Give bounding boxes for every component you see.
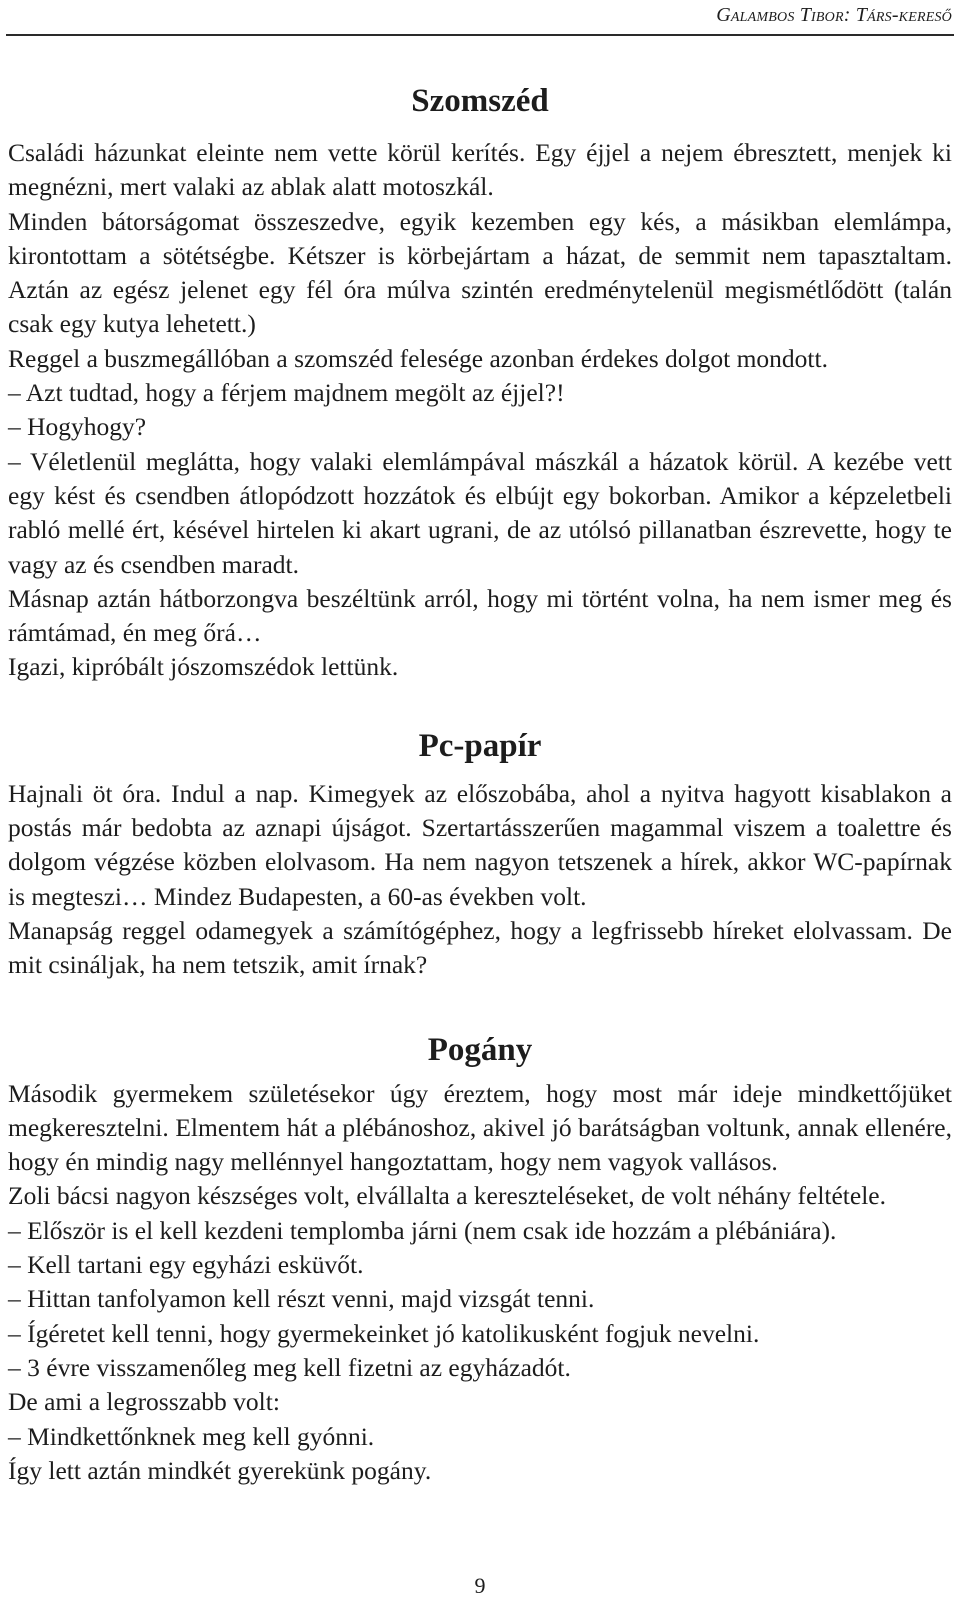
paragraph: Igazi, kipróbált jószomszédok lettünk. — [8, 652, 399, 682]
section-title: Pogány — [427, 1031, 533, 1068]
header-rule — [6, 34, 954, 36]
paragraph: Reggel a buszmegállóban a szomszéd felesége azonban érdekes dolgot mondott. — [8, 343, 828, 373]
page-number: 9 — [474, 1573, 486, 1598]
list-item: – Először is el kell kezdeni templomba járni (nem csak ide hozzám a plébániára). — [8, 1215, 837, 1245]
paragraph: Így lett aztán mindkét gyerekünk pogány. — [8, 1455, 432, 1485]
paragraph: Másnap aztán hátborzongva beszéltünk arról, hogy mi történt volna, ha nem ismer meg és rámtámad, én meg őrá… — [8, 583, 952, 648]
page-body — [8, 78, 952, 1488]
list-item: – Mindkettőnknek meg kell gyónni. — [8, 1421, 375, 1451]
paragraph: Minden bátorságomat összeszedve, egyik kezemben egy kés, a másikban elemlámpa, kirontottam a sötétségbe. Kétszer is körbejártam a házat, de semmit nem tapasztaltam. Aztán az egész jelenet egy fél óra múlva szintén eredménytelenül megismétlődött (talán csak egy kutya lehetett.) — [8, 206, 952, 339]
paragraph: Második gyermekem születésekor úgy éreztem, hogy most már ideje mindkettőjüket megkeresztelni. Elmentem hát a plébánoshoz, akivel jó barátságban voltunk, annak ellenére, hogy én mindig nagy mellénnyel hangoztattam, hogy nem vagyok vallásos. — [8, 1078, 952, 1177]
paragraph: De ami a legrosszabb volt: — [8, 1387, 280, 1417]
paragraph: Zoli bácsi nagyon készséges volt, elvállalta a kereszteléseket, de volt néhány feltétele. — [8, 1181, 886, 1211]
dialogue-line: – Véletlenül meglátta, hogy valaki elemlámpával mászkál a házatok körül. A kezébe vett egy kést és csendben átlopódzott hozzátok és elbújt egy bokorban. Amikor a képzeletbeli rabló mellé ért, késével hirtelen ki akart ugrani, de az utólsó pillanatban észrevette, hogy te vagy az és csendben maradt. — [8, 446, 952, 579]
section-title: Szomszéd — [411, 83, 549, 119]
list-item: – 3 évre visszamenőleg meg kell fizetni az egyházadót. — [8, 1352, 571, 1382]
paragraph: Manapság reggel odamegyek a számítógéphez, hogy a legfrissebb híreket elolvassam. De mit csináljak, ha nem tetszik, amit írnak? — [8, 915, 952, 980]
section-title: Pc-papír — [418, 727, 542, 764]
dialogue-line: – Azt tudtad, hogy a férjem majdnem megölt az éjjel?! — [8, 378, 565, 408]
paragraph: Hajnali öt óra. Indul a nap. Kimegyek az előszobába, ahol a nyitva hagyott kisablakon a postás már bedobta az aznapi újságot. Szertartásszerűen magammal viszem a toalettre és dolgom végzése közben elolvasom. Ha nem nagyon tetszenek a hírek, akkor WC-papírnak is megteszi… Mindez Budapesten, a 60-as években volt. — [8, 778, 952, 911]
list-item: – Kell tartani egy egyházi esküvőt. — [8, 1250, 364, 1280]
running-header: Galambos Tibor: Társ-kereső — [716, 4, 952, 26]
section-pogany — [8, 1027, 952, 1489]
list-item: – Ígéretet kell tenni, hogy gyermekeinket jó katolikusként fogjuk nevelni. — [8, 1318, 760, 1348]
section-pc-papir — [8, 723, 952, 983]
section-szomszed — [8, 78, 952, 685]
list-item: – Hittan tanfolyamon kell részt venni, majd vizsgát tenni. — [8, 1284, 595, 1314]
paragraph: Családi házunkat eleinte nem vette körül kerítés. Egy éjjel a nejem ébresztett, menjek ki megnézni, mert valaki az ablak alatt motoszkál. — [8, 138, 952, 202]
dialogue-line: – Hogyhogy? — [8, 412, 147, 442]
